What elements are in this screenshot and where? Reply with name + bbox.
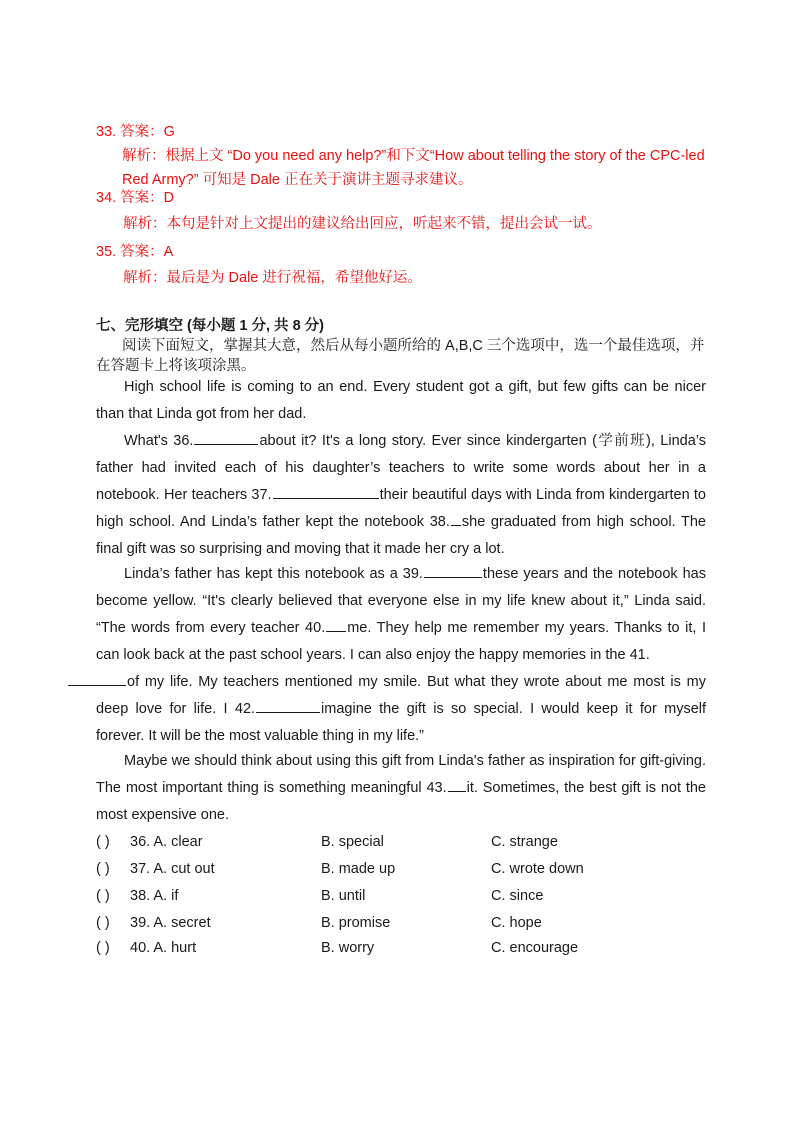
passage-text: What's 36.: [124, 433, 194, 449]
answer-paren: ( ): [96, 940, 110, 956]
option-b: B. worry: [321, 940, 375, 956]
blank-42: [256, 696, 320, 713]
option-b: B. special: [321, 834, 384, 850]
passage-text: of my life. My teachers mentioned my smile. But what they wrote about me most is my deep love for life. I 42.: [96, 674, 706, 717]
passage-text: their beautiful days with Linda from kindergarten to high school. And Linda’s father kept the notebook 38.: [96, 487, 706, 530]
answer-paren: ( ): [96, 834, 110, 850]
option-c: C. encourage: [491, 940, 579, 956]
option-a: 36. A. clear: [130, 834, 203, 850]
passage-text: it. Sometimes, the best gift is not the most expensive one.: [96, 780, 706, 823]
passage-text: imagine the gift is so special. I would keep it for myself forever. It will be the most valuable thing in my life.”: [96, 701, 707, 744]
answer-33-explanation: 解析：根据上文 “Do you need any help?”和下文“How about telling the story of the CPC-led Red Army?” 可知是 Dale 正在关于演讲主题寻求建议。: [122, 148, 705, 188]
option-a: 40. A. hurt: [130, 940, 197, 956]
option-c: C. strange: [491, 834, 558, 850]
passage-text: she graduated from high school. The final gift was so surprising and moving that it made her cry a lot.: [96, 514, 706, 557]
blank-39: [424, 561, 482, 578]
question-40-row: [96, 935, 706, 961]
question-36-row: [96, 829, 706, 855]
passage-text: me. They help me remember my years. Thanks to it, I can look back at the past school years. I can also enjoy the happy memories in the 41.: [96, 620, 706, 663]
answer-35-explanation: 解析：最后是为 Dale 进行祝福，希望他好运。: [123, 270, 422, 286]
answer-34-label: 34. 答案：D: [96, 190, 175, 206]
passage-paragraph-3: [96, 561, 706, 750]
option-b: B. promise: [321, 915, 391, 931]
blank-43: [448, 775, 466, 792]
blank-40: [326, 615, 346, 632]
option-b: B. made up: [321, 861, 396, 877]
option-a: 37. A. cut out: [130, 861, 215, 877]
option-a: 38. A. if: [130, 888, 179, 904]
answer-paren: ( ): [96, 861, 110, 877]
option-a: 39. A. secret: [130, 915, 211, 931]
option-b: B. until: [321, 888, 366, 904]
passage-paragraph-2: [96, 428, 706, 563]
answer-paren: ( ): [96, 915, 110, 931]
question-37-row: [96, 856, 706, 882]
question-39-row: [96, 910, 706, 936]
option-c: C. wrote down: [491, 861, 584, 877]
answer-33-label: 33. 答案：G: [96, 124, 175, 140]
passage-paragraph-4: [96, 748, 706, 829]
passage-text: Maybe we should think about using this gift from Linda's father as inspiration for gift-giving. The most important thing is something meaningful 43.: [96, 753, 706, 796]
blank-41: [68, 669, 126, 686]
option-c: C. since: [491, 888, 544, 904]
section-title: 七、完形填空 (每小题 1 分, 共 8 分): [96, 318, 324, 334]
passage-text: Linda’s father has kept this notebook as a 39.: [124, 566, 423, 582]
blank-38: [451, 509, 461, 526]
question-38-row: [96, 883, 706, 909]
answer-paren: ( ): [96, 888, 110, 904]
option-c: C. hope: [491, 915, 542, 931]
passage-text: about it? It's a long story. Ever since kindergarten (学前班), Linda’s father had invited each of his daughter’s teachers to write some words about her in a notebook. Her teachers 37.: [96, 433, 706, 503]
section-instruction: 阅读下面短文，掌握其大意，然后从每小题所给的 A,B,C 三个选项中，选一个最佳选项，并在答题卡上将该项涂黑。: [96, 338, 705, 374]
answer-34-explanation: 解析：本句是针对上文提出的建议给出回应，听起来不错，提出会试一试。: [123, 216, 602, 232]
blank-37: [273, 482, 379, 499]
passage-text: these years and the notebook has become yellow. “It's clearly believed that everyone else in my life knew about it,” Linda said. “The words from every teacher 40.: [96, 566, 706, 636]
passage-paragraph-1: High school life is coming to an end. Every student got a gift, but few gifts can be nicer than that Linda got from her dad.: [96, 379, 706, 422]
blank-36: [194, 428, 258, 445]
answer-35-label: 35. 答案：A: [96, 244, 174, 260]
